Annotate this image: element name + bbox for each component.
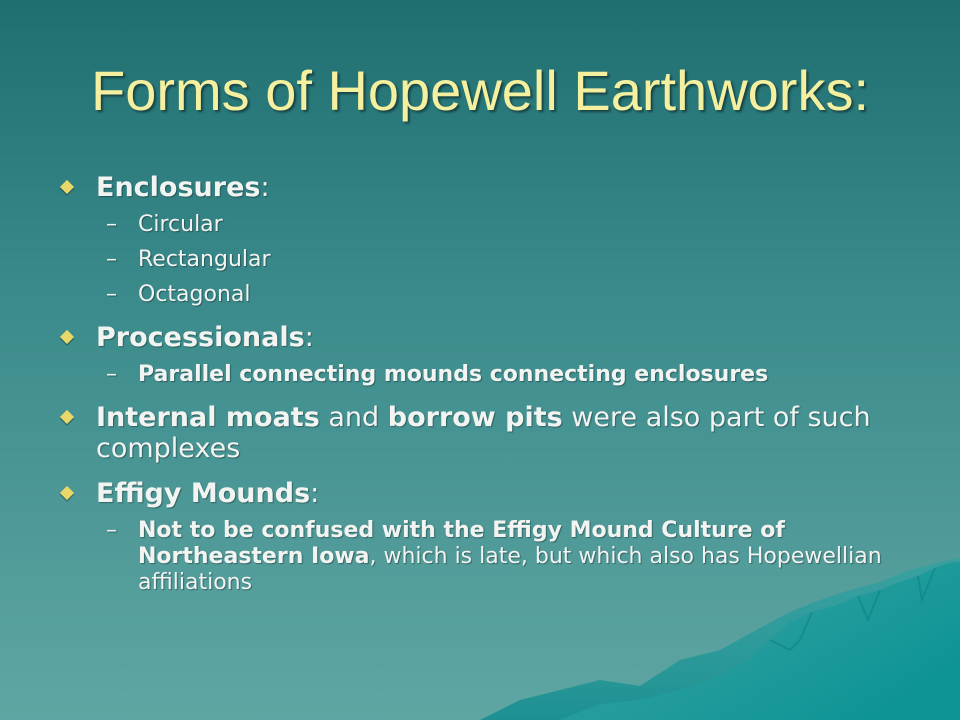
sub-item-circular: – Circular (106, 212, 223, 237)
bullet-processionals: Processionals: (60, 322, 930, 353)
sub-item-rectangular: – Rectangular (106, 247, 271, 272)
dash-marker: – (106, 247, 117, 272)
bullet-internal-moats: Internal moats and borrow pits were also part of such complexes (60, 402, 930, 464)
slide-title: Forms of Hopewell Earthworks: (90, 59, 869, 122)
sub-item-effigy-mound-culture: – Not to be confused with the Effigy Mound Culture of Northeastern Iowa, which is late, but which also has Hopewellian affiliations (106, 518, 882, 595)
term-processionals: Processionals (96, 322, 305, 353)
sub-item-parallel-mounds: – Parallel connecting mounds connecting enclosures (106, 362, 769, 387)
bullet-enclosures: Enclosures: (60, 172, 930, 203)
diamond-bullet-icon (60, 330, 74, 344)
term-enclosures: Enclosures (96, 172, 261, 203)
diamond-bullet-icon (60, 486, 74, 500)
bullet-list (60, 172, 930, 596)
sub-item-octagonal: – Octagonal (106, 282, 251, 307)
diamond-bullet-icon (60, 180, 74, 194)
bullet-effigy-mounds: Effigy Mounds: (60, 478, 930, 509)
diamond-bullet-icon (60, 410, 74, 424)
dash-marker: – (106, 212, 117, 237)
term-internal-moats: Internal moats (96, 402, 320, 433)
term-borrow-pits: borrow pits (387, 402, 563, 433)
dash-marker: – (106, 518, 117, 543)
dash-marker: – (106, 282, 117, 307)
dash-marker: – (106, 362, 117, 387)
term-effigy-mounds: Effigy Mounds (96, 478, 311, 509)
